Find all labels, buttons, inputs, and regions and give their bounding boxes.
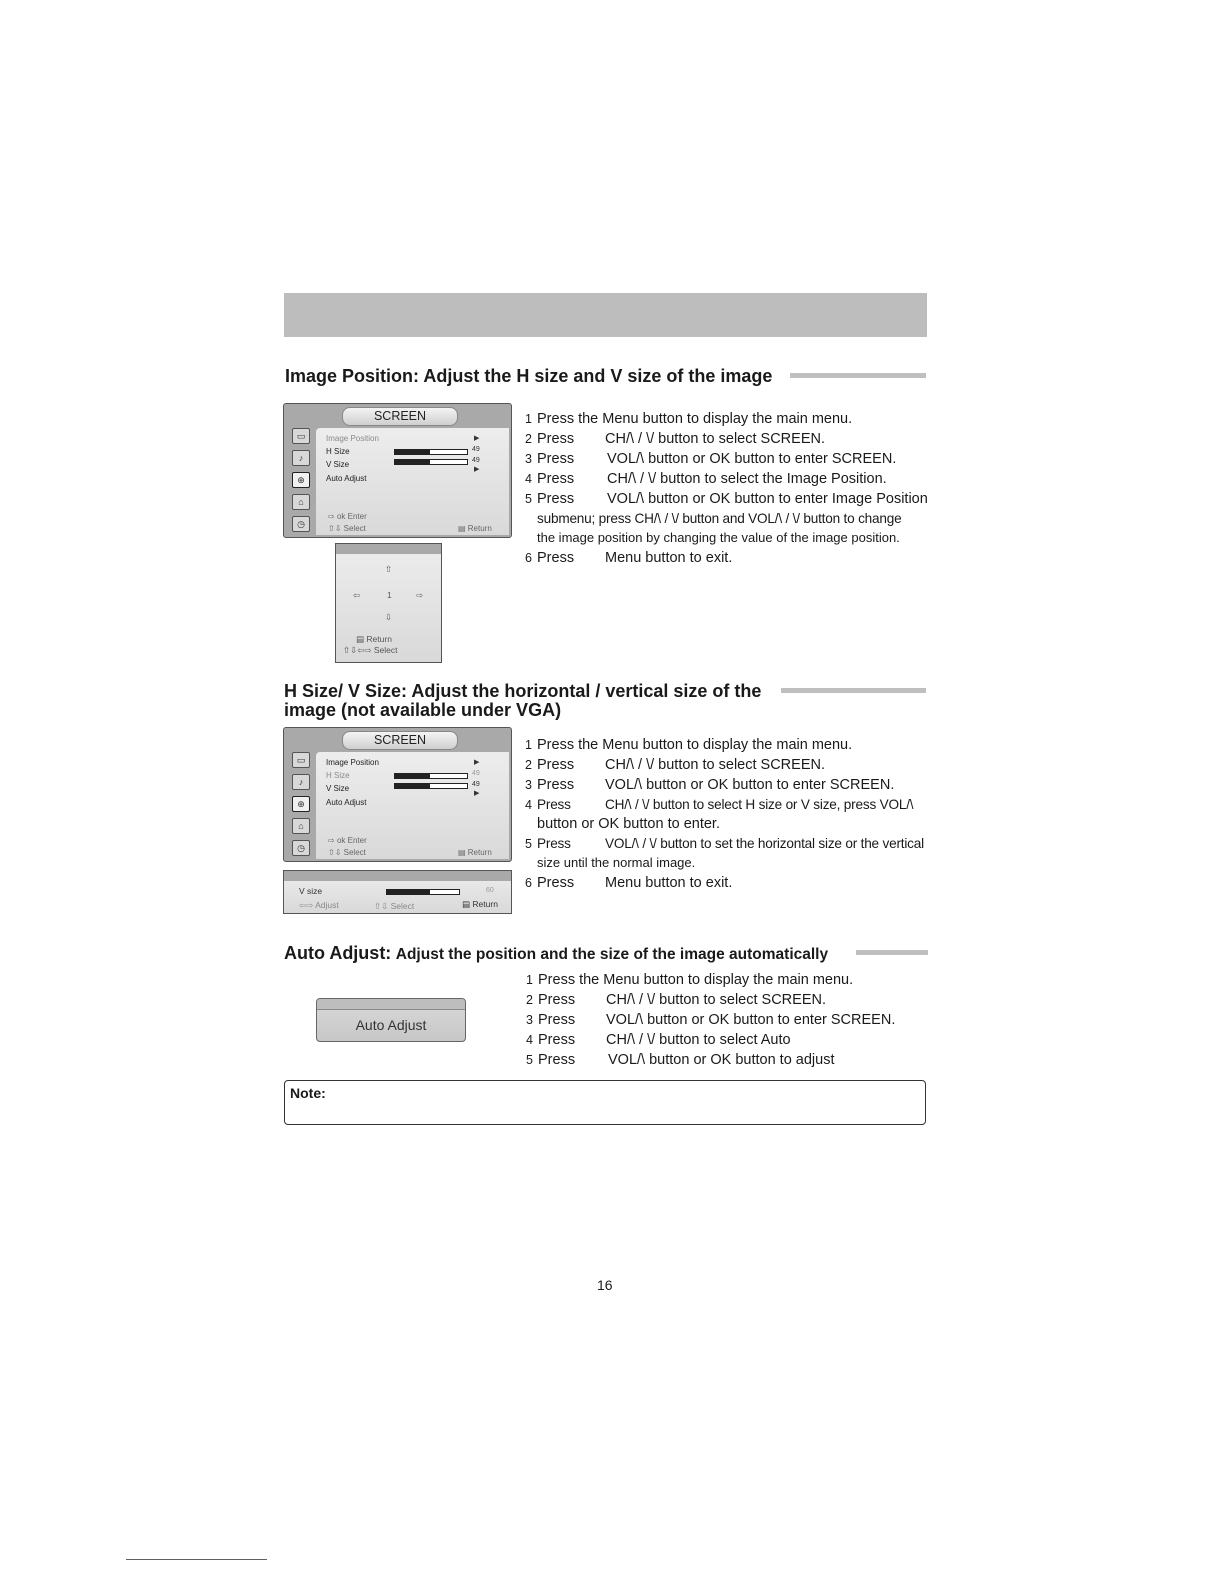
timer-icon: ◷: [292, 516, 310, 532]
osd-icon-column: [286, 752, 312, 862]
h-size-bar-fill: [395, 774, 430, 778]
osd-enter-hint: ⇨ ok Enter: [328, 512, 367, 521]
screen-osd-menu: [283, 727, 512, 862]
step-4: 4 Press CH/\ / \/ button to select Auto: [526, 1032, 791, 1048]
step-5: 5 Press VOL/\ / \/ button to set the horizontal size or the vertical: [525, 836, 924, 851]
step-5-line-3: the image position by changing the value of the image position.: [537, 530, 900, 545]
v-size-panel: [283, 870, 512, 914]
v-size-bar-fill: [387, 890, 430, 894]
osd-return-hint: ▤ Return: [458, 524, 492, 533]
auto-adjust-osd: [316, 998, 466, 1042]
heading-rule: [790, 373, 926, 378]
enter-icon: ⇨: [328, 836, 337, 845]
v-size-bar-fill: [395, 784, 430, 788]
image-position-panel: [335, 543, 442, 663]
osd-return-hint: ▤ Return: [458, 848, 492, 857]
setup-icon: ⌂: [292, 494, 310, 510]
step-4: 4 Press CH/\ / \/ button to select the Image Position.: [525, 471, 887, 487]
page-number: 16: [597, 1277, 613, 1293]
picture-icon: ▭: [292, 428, 310, 444]
step-1: 1 Press the Menu button to display the main menu.: [525, 737, 853, 753]
osd-icon-column: [286, 428, 312, 538]
v-size-bar: [394, 783, 468, 789]
osd-select-hint: ⇧⇩ Select: [328, 848, 366, 857]
osd-select-hint: ⇧⇩ Select: [328, 524, 366, 533]
position-center-value: 1: [387, 590, 392, 600]
sound-icon: ♪: [292, 774, 310, 790]
screen-osd-menu: [283, 403, 512, 538]
auto-adjust-heading: [284, 943, 828, 964]
auto-adjust-label: Auto Adjust: [355, 1017, 427, 1033]
hv-size-heading-line-1: H Size/ V Size: Adjust the horizontal / vertical size of the: [284, 681, 762, 701]
panel-header: [284, 871, 511, 881]
osd-item-auto-adjust: Auto Adjust: [326, 798, 367, 807]
osd-item-image-position: Image Position: [326, 758, 379, 767]
osd-item-v-size: V Size: [326, 784, 350, 793]
image-position-heading: Image Position: Adjust the H size and V size of the image: [285, 366, 773, 386]
hv-size-heading-line-2: image (not available under VGA): [284, 700, 562, 720]
step-3: 3 Press VOL/\ button or OK button to enter SCREEN.: [526, 1012, 896, 1028]
osd-title: SCREEN: [342, 731, 458, 750]
step-3: 3 Press VOL/\ button or OK button to enter SCREEN.: [525, 451, 897, 467]
osd-item-h-size: H Size: [326, 447, 350, 456]
screen-icon: ⊕: [292, 796, 310, 812]
arrow-down-icon: ⇩: [385, 612, 393, 622]
footnote-rule: [126, 1559, 267, 1560]
panel-header: [336, 544, 441, 554]
v-size-label: V size: [299, 886, 323, 896]
select-hint: ⇧⇩ Select: [374, 901, 415, 911]
step-4: 4 Press CH/\ / \/ button to select H size or V size, press VOL/\: [525, 797, 914, 812]
up-down-icon: ⇧⇩: [328, 848, 344, 857]
h-size-value: 49: [472, 446, 480, 453]
v-size-bar-fill: [395, 460, 430, 464]
heading-rule: [856, 950, 928, 955]
osd-item-auto-adjust: Auto Adjust: [326, 474, 367, 483]
h-size-value: 49: [472, 770, 480, 777]
return-hint: ▤ Return: [462, 899, 498, 909]
osd-title: SCREEN: [342, 407, 458, 426]
screen-icon: ⊕: [292, 472, 310, 488]
step-3: 3 Press VOL/\ button or OK button to enter SCREEN.: [525, 777, 895, 793]
arrow-right-icon: ▶: [474, 435, 480, 442]
menu-icon: ▤: [458, 848, 468, 857]
select-hint: ⇧⇩⇦⇨ Select: [343, 645, 398, 655]
arrow-up-icon: ⇧: [385, 564, 393, 574]
step-1: 1 Press the Menu button to display the main menu.: [525, 411, 853, 427]
osd-item-h-size: H Size: [326, 771, 350, 780]
step-6: 6 Press Menu button to exit.: [525, 875, 733, 891]
step-5: 5 Press VOL/\ button or OK button to enter Image Position: [525, 491, 928, 507]
v-size-bar: [394, 459, 468, 465]
timer-icon: ◷: [292, 840, 310, 856]
h-size-bar: [394, 449, 468, 455]
v-size-value: 49: [472, 781, 480, 788]
menu-icon: ▤: [458, 524, 468, 533]
step-2: 2 Press CH/\ / \/ button to select SCREEN.: [525, 431, 825, 447]
menu-icon: ▤: [462, 899, 473, 909]
auto-adjust-heading-rest: Adjust the position and the size of the image automatically: [395, 946, 829, 963]
h-size-bar: [394, 773, 468, 779]
up-down-icon: ⇧⇩: [328, 524, 344, 533]
four-arrows-icon: ⇧⇩⇦⇨: [343, 645, 374, 655]
menu-icon: ▤: [356, 634, 367, 644]
return-hint: ▤ Return: [356, 634, 392, 644]
note-box: [284, 1080, 926, 1125]
v-size-value: 49: [472, 457, 480, 464]
arrow-right-icon: ▶: [474, 466, 480, 473]
adjust-hint: ⇦⇨ Adjust: [299, 900, 339, 910]
arrow-right-icon: ▶: [474, 759, 480, 766]
arrow-left-icon: ⇦: [353, 590, 361, 600]
setup-icon: ⌂: [292, 818, 310, 834]
heading-rule: [781, 688, 926, 693]
auto-adjust-heading-bold: Auto Adjust:: [284, 943, 392, 963]
note-label: Note:: [290, 1085, 326, 1101]
osd-item-v-size: V Size: [326, 460, 350, 469]
left-right-icon: ⇦⇨: [299, 900, 316, 910]
section-header-bar: [284, 293, 927, 337]
picture-icon: ▭: [292, 752, 310, 768]
step-2: 2 Press CH/\ / \/ button to select SCREEN.: [526, 992, 826, 1008]
osd-panel: [316, 428, 509, 535]
arrow-right-icon: ▶: [474, 790, 480, 797]
step-5-line-2: size until the normal image.: [537, 855, 696, 870]
sound-icon: ♪: [292, 450, 310, 466]
step-5-line-2: submenu; press CH/\ / \/ button and VOL/\ / \/ button to change: [537, 511, 902, 526]
step-6: 6 Press Menu button to exit.: [525, 550, 733, 566]
enter-icon: ⇨: [328, 512, 337, 521]
up-down-icon: ⇧⇩: [374, 901, 391, 911]
arrow-right-icon: ⇨: [416, 590, 424, 600]
osd-item-image-position: Image Position: [326, 434, 379, 443]
step-2: 2 Press CH/\ / \/ button to select SCREEN.: [525, 757, 825, 773]
v-size-bar: [386, 889, 460, 895]
step-5: 5 Press VOL/\ button or OK button to adjust: [526, 1052, 835, 1068]
osd-enter-hint: ⇨ ok Enter: [328, 836, 367, 845]
step-1: 1 Press the Menu button to display the main menu.: [526, 972, 854, 988]
panel-header: [317, 999, 465, 1010]
step-4-line-2: button or OK button to enter.: [537, 816, 720, 832]
osd-panel: [316, 752, 509, 859]
h-size-bar-fill: [395, 450, 430, 454]
v-size-value: 60: [486, 887, 494, 894]
